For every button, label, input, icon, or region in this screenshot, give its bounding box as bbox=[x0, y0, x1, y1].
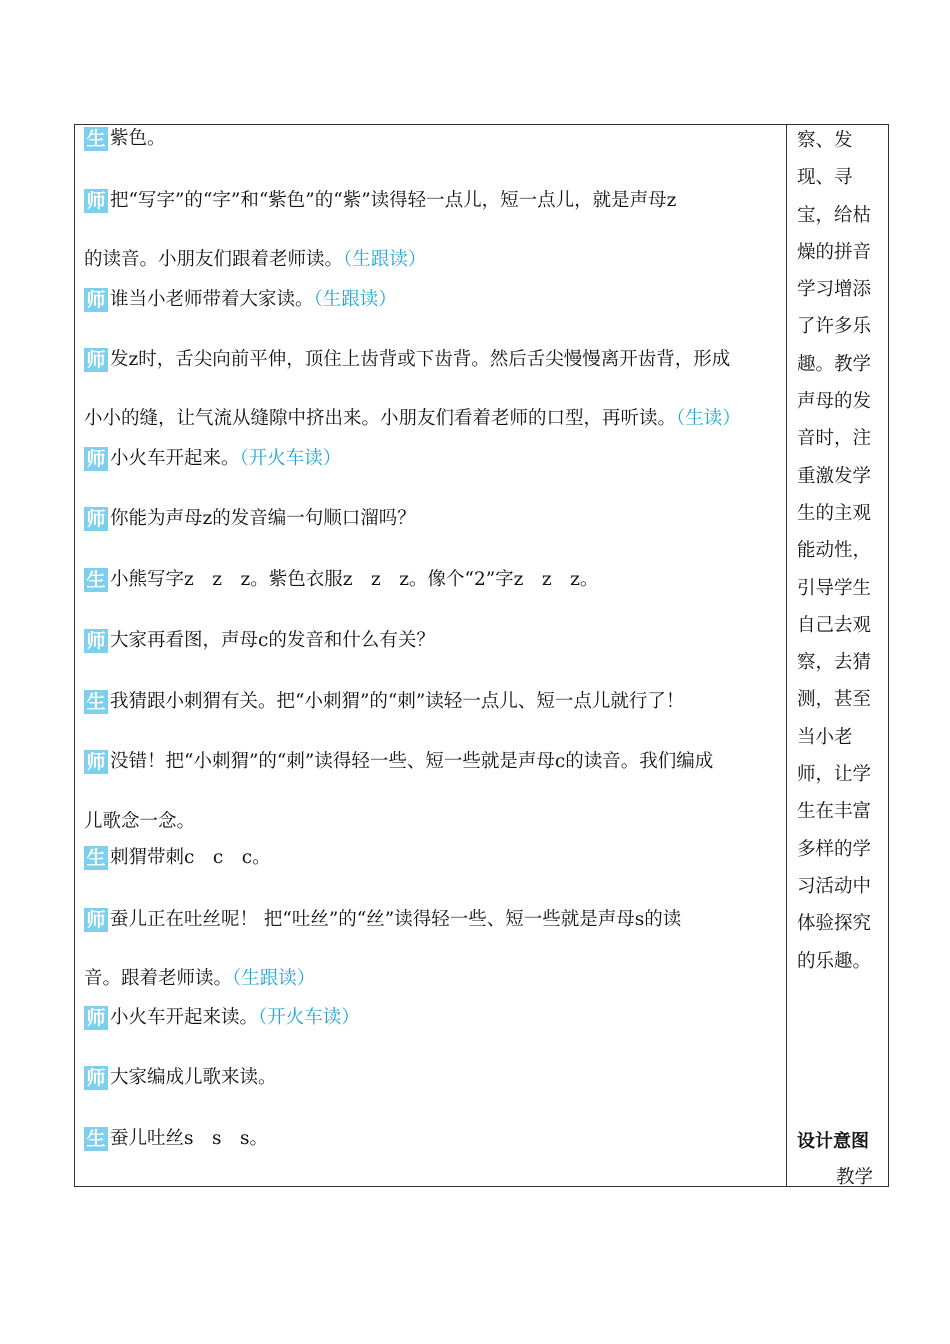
dialogue-line bbox=[84, 690, 684, 714]
dialogue-line bbox=[84, 629, 435, 653]
line-text: 音。跟着老师读。 bbox=[84, 968, 233, 989]
teacher-tag: 师 bbox=[84, 507, 108, 531]
side-line: 燥的拼音 bbox=[797, 241, 872, 263]
teacher-tag: 师 bbox=[84, 750, 108, 774]
side-line: 引导学生 bbox=[797, 577, 872, 599]
side-line: 学习增添 bbox=[797, 279, 872, 301]
side-line: 生的主观 bbox=[797, 502, 872, 524]
side-line: 师，让学 bbox=[797, 764, 872, 786]
dialogue-line bbox=[84, 447, 341, 471]
dialogue-line bbox=[84, 1066, 277, 1090]
student-tag: 生 bbox=[84, 568, 108, 592]
teacher-tag: 师 bbox=[84, 908, 108, 932]
line-note: （生跟读） bbox=[313, 289, 397, 310]
dialogue-line bbox=[84, 750, 713, 774]
line-text: 小小的缝，让气流从缝隙中挤出来。小朋友们看着老师的口型，再听读。 bbox=[84, 408, 677, 429]
dialogue-line bbox=[84, 1006, 360, 1030]
line-text: 紫色。 bbox=[110, 128, 166, 149]
line-text: 我猜跟小刺猬有关。把“小刺猬”的“刺”读轻一点儿、短一点儿就行了！ bbox=[110, 691, 685, 712]
dialogue-line bbox=[84, 967, 315, 991]
side-line: 多样的学 bbox=[797, 838, 872, 860]
line-text: 小火车开起来。 bbox=[110, 448, 240, 469]
student-tag: 生 bbox=[84, 690, 108, 714]
side-line: 现、寻 bbox=[797, 167, 853, 189]
dialogue-line bbox=[84, 1127, 268, 1151]
column-divider bbox=[786, 124, 787, 1187]
side-line: 宝，给枯 bbox=[797, 204, 872, 226]
side-line: 生在丰富 bbox=[797, 801, 872, 823]
line-text: 谁当小老师带着大家读。 bbox=[110, 289, 314, 310]
teacher-tag: 师 bbox=[84, 189, 108, 213]
line-note: （生跟读） bbox=[232, 968, 316, 989]
side-line: 的乐趣。 bbox=[797, 950, 872, 972]
line-text: 把“写字”的“字”和“紫色”的“紫”读得轻一点儿，短一点儿，就是声母z bbox=[110, 190, 677, 211]
line-note: （生读） bbox=[676, 408, 741, 429]
dialogue-line bbox=[84, 568, 598, 592]
teacher-tag: 师 bbox=[84, 629, 108, 653]
dialogue-line bbox=[84, 507, 416, 531]
student-tag: 生 bbox=[84, 1127, 108, 1151]
line-text: 的读音。小朋友们跟着老师读。 bbox=[84, 249, 344, 270]
line-text: 蚕儿吐丝s s s。 bbox=[110, 1128, 268, 1149]
design-intent-heading: 设计意图 bbox=[797, 1131, 869, 1152]
dialogue-line bbox=[84, 846, 271, 870]
dialogue-line bbox=[84, 908, 681, 932]
line-text: 你能为声母z的发音编一句顺口溜吗？ bbox=[110, 508, 416, 529]
dialogue-line bbox=[84, 288, 397, 312]
side-line: 自己去观 bbox=[797, 614, 872, 636]
dialogue-line bbox=[84, 407, 741, 431]
line-note: （生跟读） bbox=[343, 249, 427, 270]
teacher-tag: 师 bbox=[84, 1006, 108, 1030]
side-line: 音时，注 bbox=[797, 428, 872, 450]
teacher-tag: 师 bbox=[84, 348, 108, 372]
side-line: 体验探究 bbox=[797, 913, 872, 935]
line-text: 儿歌念一念。 bbox=[84, 811, 196, 832]
student-tag: 生 bbox=[84, 846, 108, 870]
teacher-tag: 师 bbox=[84, 447, 108, 471]
side-continued-text: 教学 bbox=[836, 1167, 874, 1188]
side-line: 习活动中 bbox=[797, 875, 872, 897]
dialogue-line bbox=[84, 189, 676, 213]
side-line: 能动性， bbox=[797, 540, 872, 562]
line-text: 发z时，舌尖向前平伸，顶住上齿背或下齿背。然后舌尖慢慢离开齿背，形成 bbox=[110, 349, 731, 370]
line-text: 刺猬带刺c c c。 bbox=[110, 847, 271, 868]
line-text: 大家编成儿歌来读。 bbox=[110, 1067, 277, 1088]
side-line: 声母的发 bbox=[797, 391, 872, 413]
line-text: 大家再看图，声母c的发音和什么有关？ bbox=[110, 630, 435, 651]
side-line: 当小老 bbox=[797, 726, 853, 748]
line-text: 没错！把“小刺猬”的“刺”读得轻一些、短一些就是声母c的读音。我们编成 bbox=[110, 751, 714, 772]
dialogue-line bbox=[84, 810, 195, 834]
side-line: 重激发学 bbox=[797, 465, 872, 487]
side-line: 趣。教学 bbox=[797, 353, 872, 375]
side-line: 察，去猜 bbox=[797, 652, 872, 674]
teacher-tag: 师 bbox=[84, 288, 108, 312]
student-tag: 生 bbox=[84, 127, 108, 151]
side-line: 察、发 bbox=[797, 130, 853, 151]
line-text: 蚕儿正在吐丝呢！ 把“吐丝”的“丝”读得轻一些、短一些就是声母s的读 bbox=[110, 909, 682, 930]
dialogue-line bbox=[84, 348, 730, 372]
dialogue-line bbox=[84, 127, 166, 151]
side-line: 了许多乐 bbox=[797, 316, 872, 338]
dialogue-line bbox=[84, 248, 426, 272]
teacher-tag: 师 bbox=[84, 1066, 108, 1090]
design-notes bbox=[797, 122, 881, 980]
line-text: 小熊写字z z z。紫色衣服z z z。像个“2”字z z z。 bbox=[110, 569, 599, 590]
line-text: 小火车开起来读。 bbox=[110, 1007, 259, 1028]
line-note: （开火车读） bbox=[258, 1007, 360, 1028]
line-note: （开火车读） bbox=[239, 448, 342, 469]
side-line: 测，甚至 bbox=[797, 689, 872, 711]
